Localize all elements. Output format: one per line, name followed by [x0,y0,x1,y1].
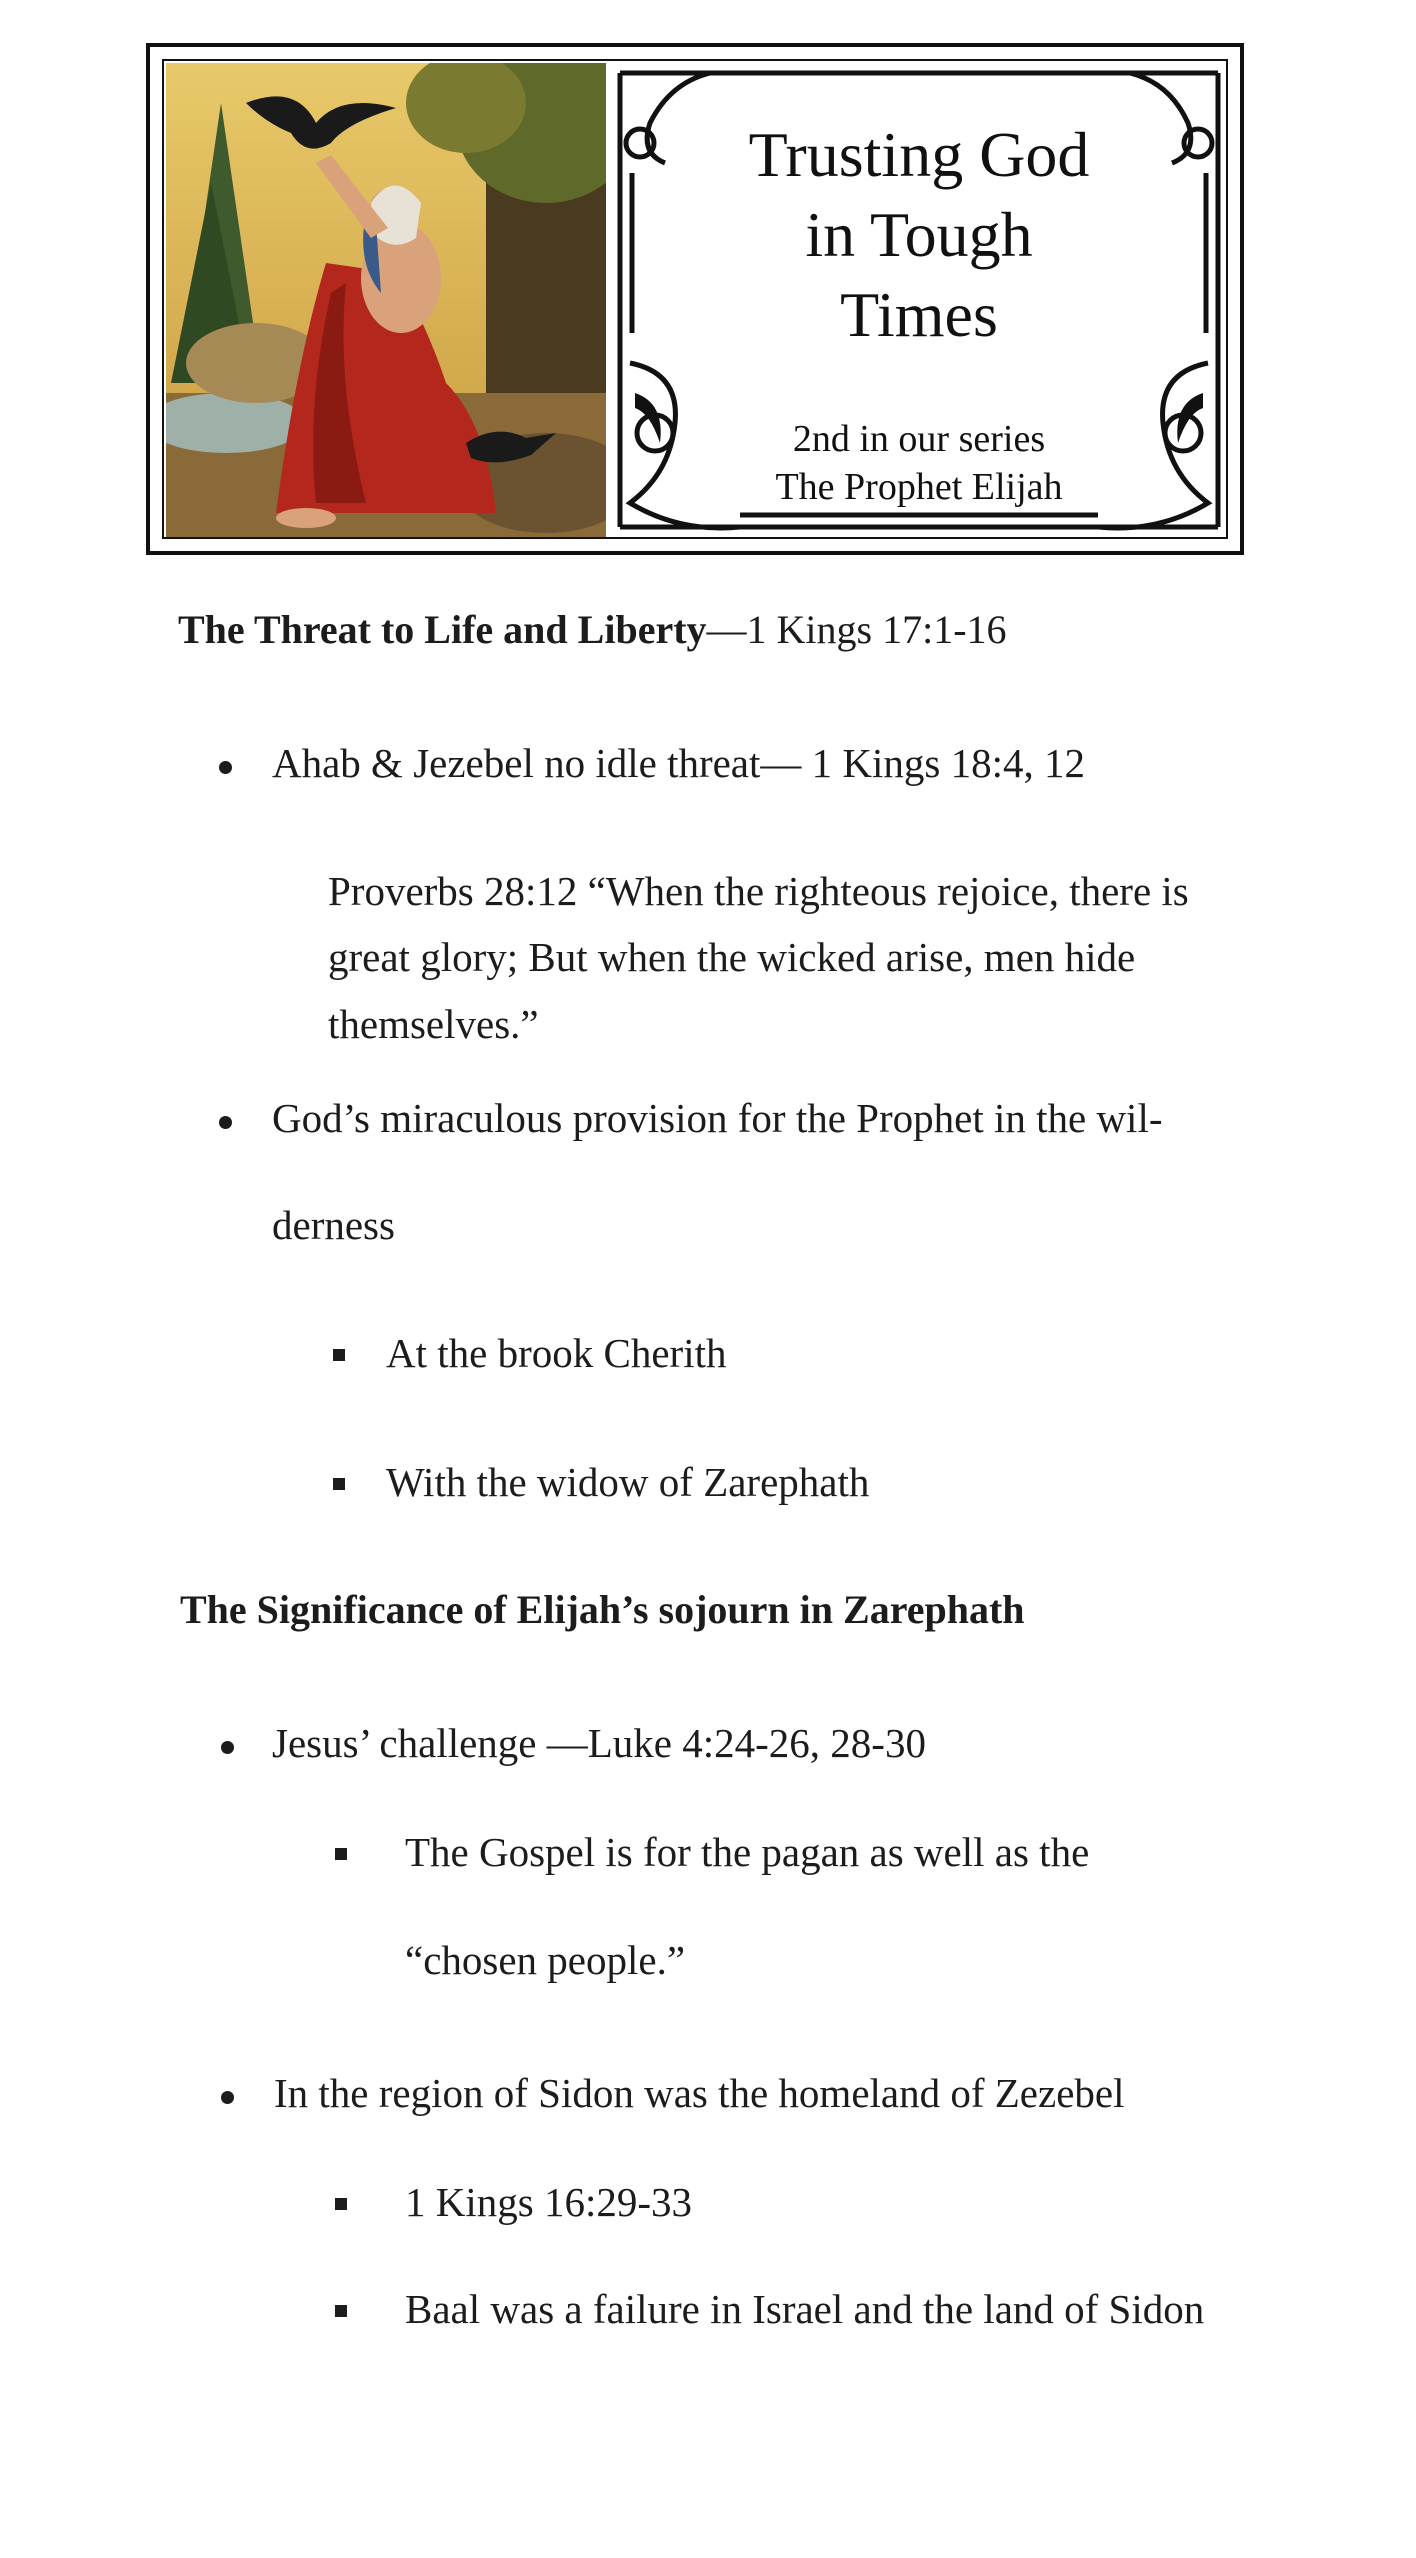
header-banner [146,43,1244,555]
bullet-square [335,2305,347,2317]
bullet-square [335,2198,347,2210]
series-line-1: 2nd in our series [792,418,1046,460]
section-heading-text: The Threat to Life and Liberty [178,607,707,652]
sub-item-zarephath: With the widow of Zarephath [386,1459,870,1505]
sub-item-gospel-line-2: “chosen people.” [405,1937,686,1983]
bullet-dot [221,1741,234,1754]
series-subtitle [680,415,1158,511]
list-item-sidon: In the region of Sidon was the homeland of Zezebel [274,2070,1125,2116]
section-heading-reference: —1 Kings 17:1-16 [706,607,1007,652]
sub-item-gospel-line-1: The Gospel is for the pagan as well as the [405,1829,1090,1875]
bullet-square [335,1848,347,1860]
bullet-dot [219,761,232,774]
title-line-1: Trusting God [748,119,1090,190]
series-line-2: The Prophet Elijah [775,466,1063,508]
title-line-3: Times [840,279,998,350]
list-item-ahab: Ahab & Jezebel no idle threat— 1 Kings 18:4, 12 [272,740,1085,786]
bullet-dot [221,2091,234,2104]
elijah-raven-picture [166,63,606,537]
section-heading-significance: The Significance of Elijah’s sojourn in Zarephath [180,1587,1025,1632]
bullet-dot [219,1116,232,1129]
list-item-provision-line-2: derness [272,1202,395,1248]
bullet-square [333,1478,345,1490]
elijah-illustration [166,63,606,537]
proverbs-quote-line-3: themselves.” [328,1001,539,1047]
list-item-provision-line-1: God’s miraculous provision for the Prophet in the wil- [272,1095,1163,1141]
section-heading-threat [178,606,1007,653]
sub-item-kings16: 1 Kings 16:29-33 [405,2179,692,2225]
proverbs-quote-line-2: great glory; But when the wicked arise, men hide [328,934,1136,980]
title-line-2: in Tough [805,199,1033,270]
proverbs-quote-line-1: Proverbs 28:12 “When the righteous rejoice, there is [328,868,1189,914]
sub-item-baal: Baal was a failure in Israel and the land of Sidon [405,2286,1205,2332]
list-item-jesus: Jesus’ challenge —Luke 4:24-26, 28-30 [272,1720,926,1766]
sub-item-cherith: At the brook Cherith [386,1330,727,1376]
bullet-square [333,1349,345,1361]
page-title [680,115,1158,355]
title-panel [610,63,1228,537]
